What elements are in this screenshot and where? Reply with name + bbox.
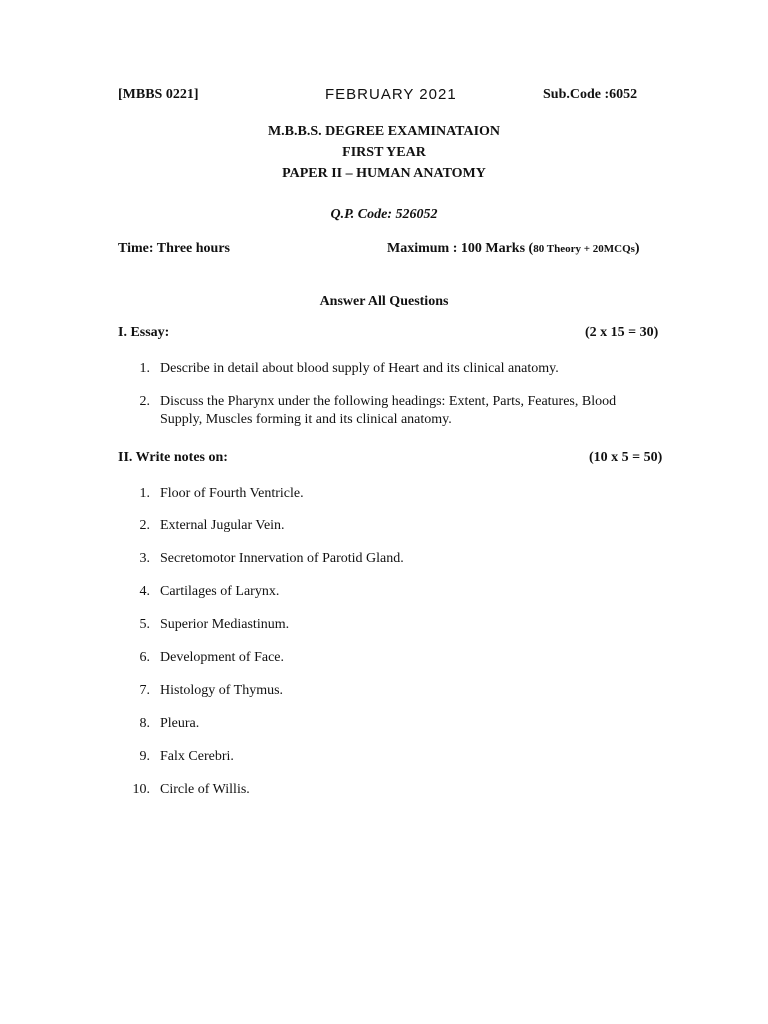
list-item [0, 394, 768, 434]
subject-code: Sub.Code :6052 [543, 87, 638, 102]
question-number: 1. [139, 361, 150, 376]
list-item [0, 716, 768, 736]
question-number: 4. [139, 584, 150, 599]
question-number: 6. [139, 650, 150, 665]
question-number: 10. [132, 782, 150, 797]
question-text: Secretomotor Innervation of Parotid Gland. [160, 551, 404, 566]
exam-month-year: FEBRUARY 2021 [325, 86, 457, 103]
question-text: Cartilages of Larynx. [160, 584, 280, 599]
question-text: Development of Face. [160, 650, 285, 665]
question-text-continued: Supply, Muscles forming it and its clinical anatomy. [160, 412, 452, 427]
list-item [0, 617, 768, 637]
question-text: Falx Cerebri. [160, 749, 234, 764]
section-notes-title: II. Write notes on: [118, 450, 228, 465]
maximum-marks-label: Maximum : 100 Marks [387, 241, 526, 256]
question-number: 2. [139, 394, 150, 409]
question-number: 8. [139, 716, 150, 731]
list-item [0, 518, 768, 538]
question-text: Floor of Fourth Ventricle. [160, 486, 304, 501]
question-text: Pleura. [160, 716, 200, 731]
list-item [0, 361, 768, 381]
question-text: Histology of Thymus. [160, 683, 284, 698]
marks-breakdown: 80 Theory + 20MCQs [533, 243, 635, 255]
question-text: Superior Mediastinum. [160, 617, 290, 632]
marks-open-paren: ( [528, 241, 534, 256]
question-text: Describe in detail about blood supply of Heart and its clinical anatomy. [160, 361, 559, 376]
question-number: 1. [139, 486, 150, 501]
instruction: Answer All Questions [319, 294, 449, 309]
question-number: 7. [139, 683, 150, 698]
question-number: 3. [139, 551, 150, 566]
question-number: 5. [139, 617, 150, 632]
maximum-marks [387, 241, 640, 257]
marks-close-paren: ) [634, 241, 640, 256]
list-item [0, 584, 768, 604]
list-item [0, 782, 768, 802]
degree-title: M.B.B.S. DEGREE EXAMINATAION [267, 124, 501, 139]
question-text: External Jugular Vein. [160, 518, 285, 533]
exam-duration: Time: Three hours [118, 241, 231, 256]
section-notes-marks: (10 x 5 = 50) [589, 450, 663, 465]
list-item [0, 749, 768, 769]
list-item [0, 683, 768, 703]
year-title: FIRST YEAR [342, 145, 426, 160]
paper-title: PAPER II – HUMAN ANATOMY [282, 166, 486, 181]
list-item [0, 551, 768, 571]
question-number: 9. [139, 749, 150, 764]
question-number: 2. [139, 518, 150, 533]
qp-code: Q.P. Code: 526052 [330, 207, 438, 222]
list-item [0, 650, 768, 670]
question-text: Discuss the Pharynx under the following headings: Extent, Parts, Features, Blood [160, 394, 617, 409]
question-text: Circle of Willis. [160, 782, 250, 797]
section-essay-title: I. Essay: [118, 325, 170, 340]
list-item [0, 486, 768, 506]
exam-code: [MBBS 0221] [118, 87, 199, 102]
section-essay-marks: (2 x 15 = 30) [585, 325, 659, 340]
